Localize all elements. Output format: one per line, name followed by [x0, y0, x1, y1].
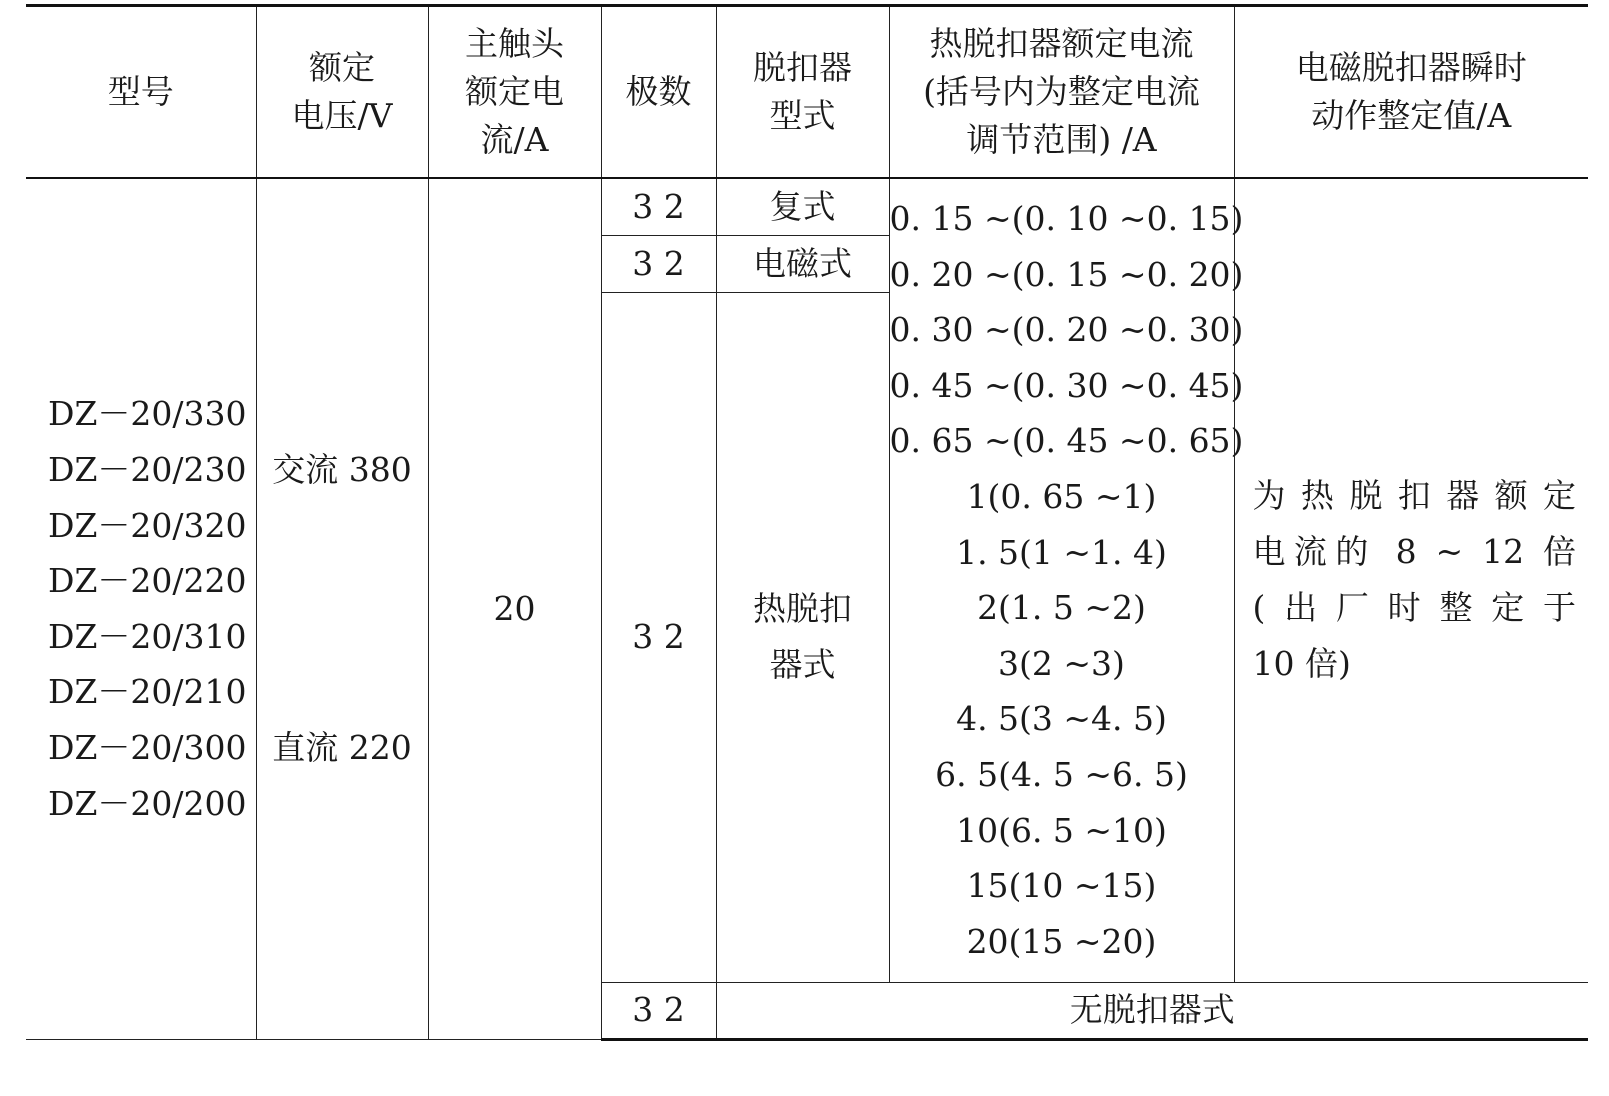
- poles-cell: 3 2: [601, 292, 716, 982]
- header-thermal-rating: 热脱扣器额定电流 (括号内为整定电流 调节范围) /A: [889, 6, 1234, 179]
- trip-type-thermal-line2: 器式: [769, 645, 836, 684]
- header-voltage: 额定 电压/V: [256, 6, 428, 179]
- rating-item: 4. 5(3 ~4. 5): [956, 699, 1167, 739]
- model-item: DZ－20/210: [48, 672, 247, 712]
- model-item: DZ－20/230: [48, 449, 247, 489]
- rating-item: 10(6. 5 ~10): [956, 810, 1167, 850]
- voltage-dc: 直流 220: [272, 727, 412, 767]
- rating-item: 0. 65 ~(0. 45 ~0. 65): [889, 421, 1244, 461]
- rating-item: 0. 30 ~(0. 20 ~0. 30): [889, 310, 1244, 350]
- model-item: DZ－20/300: [48, 727, 247, 767]
- header-instant-setting: 电磁脱扣器瞬时 动作整定值/A: [1234, 6, 1588, 179]
- trip-type-thermal-line1: 热脱扣: [753, 589, 852, 628]
- model-item: DZ－20/330: [48, 394, 247, 434]
- rating-item: 1. 5(1 ~1. 4): [956, 532, 1167, 572]
- rating-item: 2(1. 5 ~2): [977, 588, 1146, 628]
- model-item: DZ－20/220: [48, 561, 247, 601]
- poles-cell: 3 2: [601, 178, 716, 235]
- trip-type-cell: 复式: [716, 178, 889, 235]
- voltage-ac: 交流 380: [272, 449, 412, 489]
- no-trip-type-cell: 无脱扣器式: [716, 982, 1588, 1039]
- thermal-rating-cell: [889, 178, 1244, 982]
- rating-item: 6. 5(4. 5 ~6. 5): [935, 755, 1188, 795]
- model-list-cell: [26, 178, 256, 1039]
- header-trip-type: 脱扣器 型式: [716, 6, 889, 179]
- rating-item: 20(15 ~20): [966, 921, 1157, 961]
- rating-item: 3(2 ~3): [998, 643, 1125, 683]
- poles-cell: 3 2: [601, 235, 716, 292]
- model-item: DZ－20/310: [48, 616, 247, 656]
- trip-type-cell: [716, 292, 889, 982]
- table-row: [26, 178, 1588, 235]
- rating-item: 0. 20 ~(0. 15 ~0. 20): [889, 254, 1244, 294]
- rating-item: 15(10 ~15): [966, 866, 1157, 906]
- rating-item: 0. 45 ~(0. 30 ~0. 45): [889, 365, 1244, 405]
- main-current-cell: 20: [428, 178, 601, 1039]
- instant-setting-cell: 为热脱扣器额定 电流的 8 ~ 12 倍 (出厂时整定于 10 倍): [1234, 178, 1588, 982]
- voltage-cell: [256, 178, 428, 1039]
- header-main-current: 主触头 额定电 流/A: [428, 6, 601, 179]
- header-poles: 极数: [601, 6, 716, 179]
- header-row: [26, 6, 1588, 179]
- rating-item: 0. 15 ~(0. 10 ~0. 15): [889, 199, 1244, 239]
- model-item: DZ－20/200: [48, 783, 247, 823]
- header-model: 型号: [26, 6, 256, 179]
- rating-item: 1(0. 65 ~1): [966, 477, 1157, 517]
- poles-cell: 3 2: [601, 982, 716, 1039]
- trip-type-cell: 电磁式: [716, 235, 889, 292]
- breaker-spec-table: [26, 4, 1588, 1041]
- model-item: DZ－20/320: [48, 505, 247, 545]
